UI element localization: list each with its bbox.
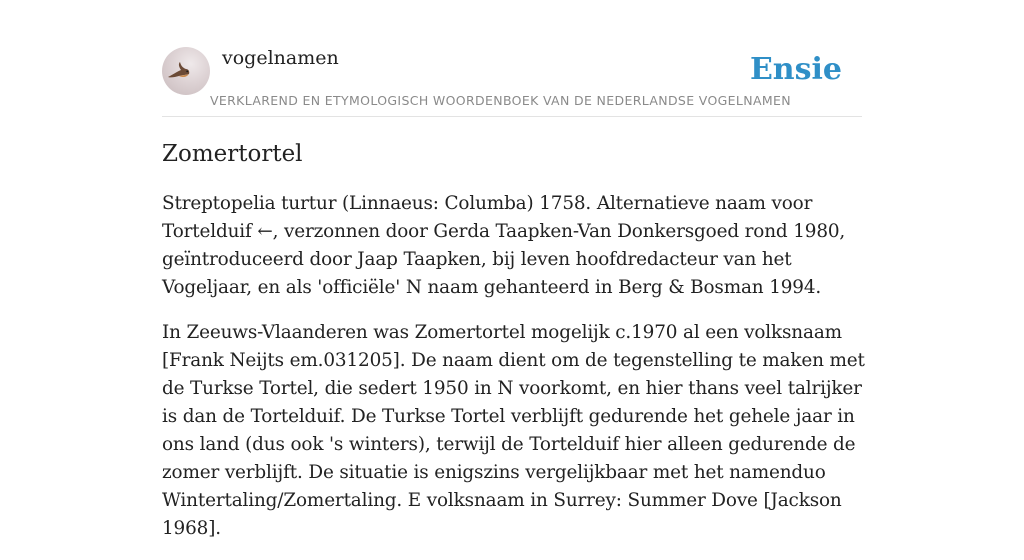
bird-photo-icon[interactable] [162, 47, 210, 95]
paragraph-1-text-end: , verzonnen door Gerda Taapken-Van Donkersgoed rond 1980, geïntroduceerd door Jaap Taapken, bij leven hoofdredacteur van het Vogeljaar, en als 'officiële' N naam gehanteerd in Berg & Bosman 1994. [162, 221, 846, 298]
site-subtitle: VERKLAREND EN ETYMOLOGISCH WOORDENBOEK VAN DE NEDERLANDSE VOGELNAMEN [210, 93, 791, 108]
bird-silhouette-icon [162, 47, 210, 95]
page-title: Zomertortel [162, 141, 303, 167]
site-name[interactable]: vogelnamen [222, 47, 339, 69]
back-arrow-link[interactable]: ← [257, 221, 273, 242]
paragraph-1-text-start: Streptopelia turtur (Linnaeus: Columba) 1758. Alternatieve naam voor Tortelduif [162, 193, 813, 242]
entry-paragraph-2: In Zeeuws-Vlaanderen was Zomertortel mogelijk c.1970 al een volksnaam [Frank Neijts em.031205]. De naam dient om de tegenstelling te maken met de Turkse Tortel, die sedert 1950 in N voorkomt, en hier thans veel talrijker is dan de Tortelduif. De Turkse Tortel verblijft gedurende het gehele jaar in ons land (dus ook 's winters), terwijl de Tortelduif hier alleen gedurende de zomer verblijft. De situatie is enigszins vergelijkbaar met het namenduo Wintertaling/Zomertaling. E volksnaam in Surrey: Summer Dove [Jackson 1968]. [162, 322, 865, 539]
brand-logo[interactable]: Ensie [749, 52, 842, 87]
entry-paragraph-1 [162, 190, 868, 302]
entry-content [162, 138, 868, 560]
site-header [162, 46, 862, 117]
